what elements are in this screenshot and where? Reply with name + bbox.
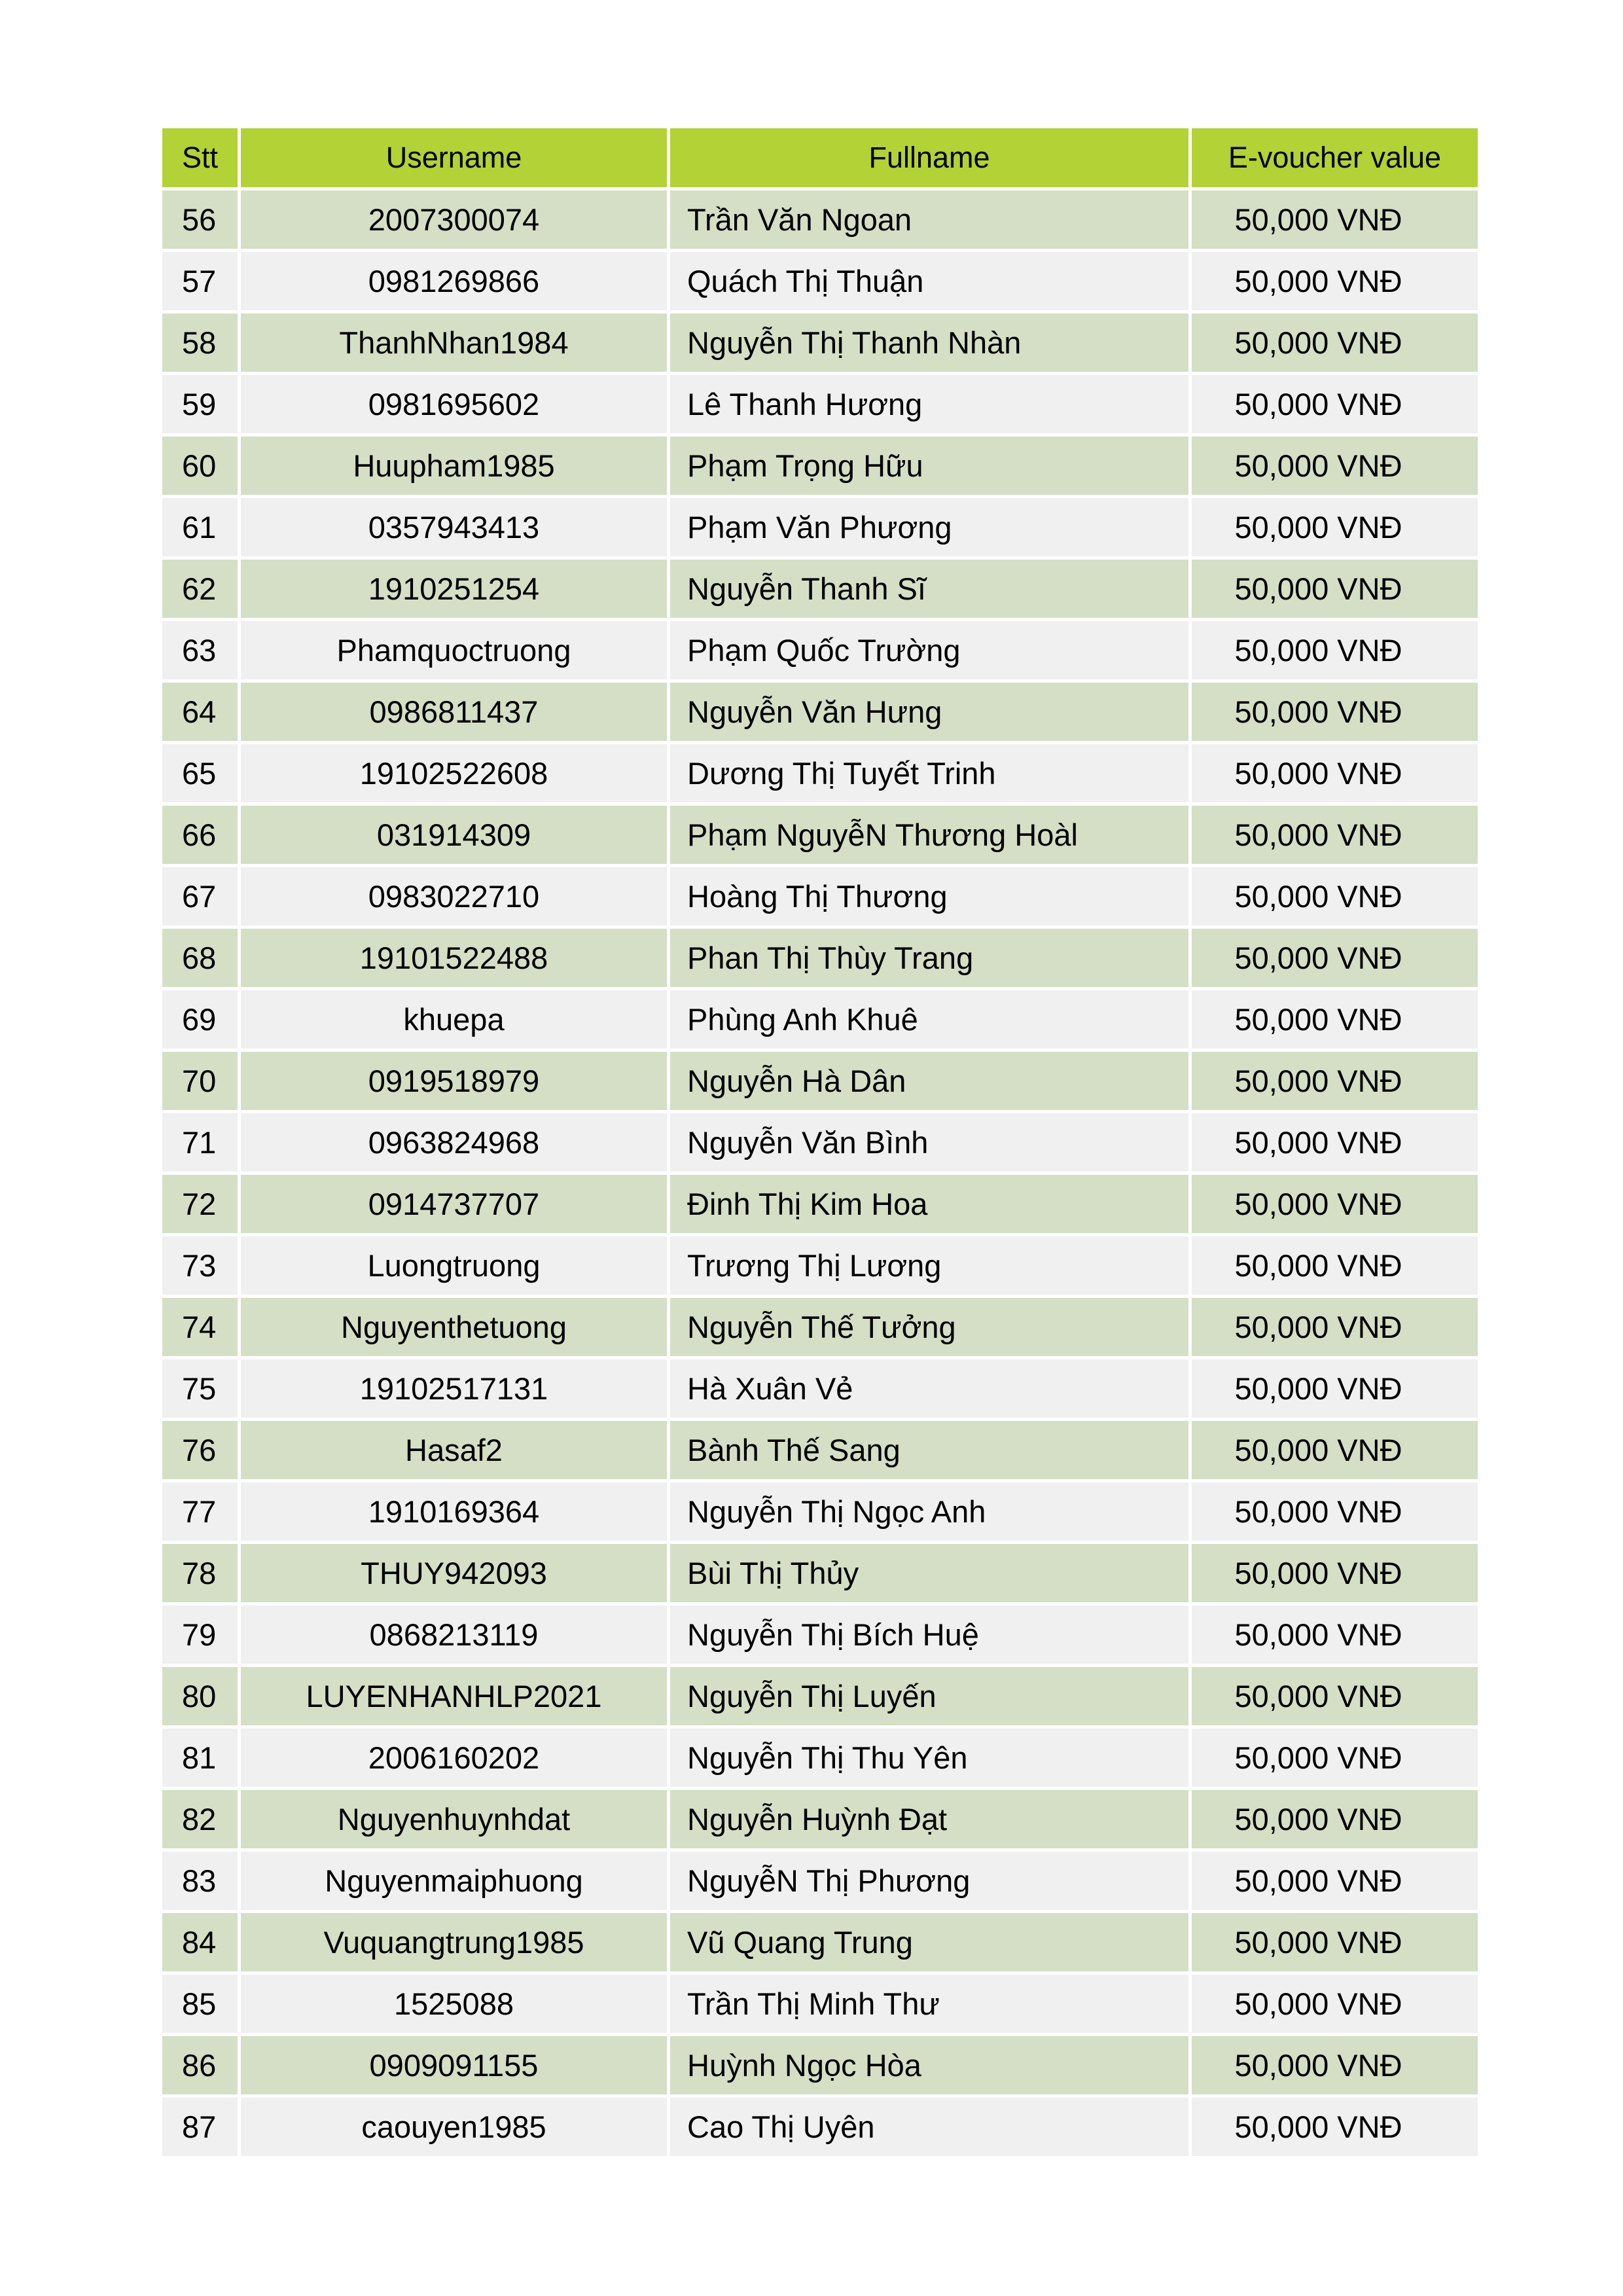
cell-username: Hasaf2 <box>241 1421 667 1479</box>
cell-username: khuepa <box>241 990 667 1049</box>
cell-fullname: Nguyễn Văn Hưng <box>670 683 1188 741</box>
cell-evoucher-value: 50,000 VNĐ <box>1192 1729 1478 1787</box>
cell-fullname: Bành Thế Sang <box>670 1421 1188 1479</box>
cell-username: 2007300074 <box>241 190 667 249</box>
cell-evoucher-value: 50,000 VNĐ <box>1192 190 1478 249</box>
cell-evoucher-value: 50,000 VNĐ <box>1192 1421 1478 1479</box>
cell-username: 0983022710 <box>241 867 667 925</box>
cell-fullname: Nguyễn Thị Thanh Nhàn <box>670 314 1188 372</box>
cell-username: Nguyenmaiphuong <box>241 1852 667 1910</box>
cell-evoucher-value: 50,000 VNĐ <box>1192 437 1478 495</box>
header-fullname: Fullname <box>670 128 1188 187</box>
cell-username: Luongtruong <box>241 1236 667 1295</box>
cell-fullname: Phạm Văn Phương <box>670 498 1188 556</box>
cell-username: Vuquangtrung1985 <box>241 1913 667 1971</box>
cell-username: Nguyenthetuong <box>241 1298 667 1356</box>
cell-username: 1910251254 <box>241 560 667 618</box>
cell-evoucher-value: 50,000 VNĐ <box>1192 806 1478 864</box>
cell-stt: 61 <box>162 498 238 556</box>
cell-stt: 75 <box>162 1359 238 1418</box>
cell-username: THUY942093 <box>241 1544 667 1602</box>
cell-stt: 85 <box>162 1975 238 2033</box>
cell-evoucher-value: 50,000 VNĐ <box>1192 1544 1478 1602</box>
cell-stt: 78 <box>162 1544 238 1602</box>
cell-stt: 67 <box>162 867 238 925</box>
cell-username: 0981269866 <box>241 252 667 310</box>
cell-evoucher-value: 50,000 VNĐ <box>1192 314 1478 372</box>
cell-fullname: Phan Thị Thùy Trang <box>670 929 1188 987</box>
cell-stt: 64 <box>162 683 238 741</box>
cell-fullname: Phạm NguyễN Thương Hoàl <box>670 806 1188 864</box>
cell-stt: 58 <box>162 314 238 372</box>
cell-evoucher-value: 50,000 VNĐ <box>1192 1236 1478 1295</box>
cell-username: 0357943413 <box>241 498 667 556</box>
cell-username: 0909091155 <box>241 2036 667 2094</box>
cell-fullname: Cao Thị Uyên <box>670 2098 1188 2156</box>
cell-fullname: Nguyễn Thế Tưởng <box>670 1298 1188 1356</box>
cell-evoucher-value: 50,000 VNĐ <box>1192 498 1478 556</box>
cell-username: 0919518979 <box>241 1052 667 1110</box>
cell-stt: 68 <box>162 929 238 987</box>
cell-evoucher-value: 50,000 VNĐ <box>1192 1175 1478 1233</box>
cell-stt: 84 <box>162 1913 238 1971</box>
cell-username: 031914309 <box>241 806 667 864</box>
cell-fullname: Dương Thị Tuyết Trinh <box>670 744 1188 802</box>
cell-fullname: Nguyễn Hà Dân <box>670 1052 1188 1110</box>
cell-evoucher-value: 50,000 VNĐ <box>1192 1113 1478 1172</box>
cell-fullname: Hoàng Thị Thương <box>670 867 1188 925</box>
cell-evoucher-value: 50,000 VNĐ <box>1192 1667 1478 1725</box>
cell-evoucher-value: 50,000 VNĐ <box>1192 990 1478 1049</box>
cell-fullname: Trần Thị Minh Thư <box>670 1975 1188 2033</box>
cell-evoucher-value: 50,000 VNĐ <box>1192 2098 1478 2156</box>
cell-username: caouyen1985 <box>241 2098 667 2156</box>
cell-fullname: Phạm Trọng Hữu <box>670 437 1188 495</box>
cell-fullname: Phùng Anh Khuê <box>670 990 1188 1049</box>
cell-username: Huupham1985 <box>241 437 667 495</box>
cell-fullname: Đinh Thị Kim Hoa <box>670 1175 1188 1233</box>
cell-evoucher-value: 50,000 VNĐ <box>1192 621 1478 679</box>
cell-username: 0986811437 <box>241 683 667 741</box>
cell-fullname: Nguyễn Thị Luyến <box>670 1667 1188 1725</box>
cell-evoucher-value: 50,000 VNĐ <box>1192 683 1478 741</box>
cell-evoucher-value: 50,000 VNĐ <box>1192 929 1478 987</box>
cell-username: Nguyenhuynhdat <box>241 1790 667 1848</box>
cell-stt: 80 <box>162 1667 238 1725</box>
cell-stt: 70 <box>162 1052 238 1110</box>
cell-fullname: Bùi Thị Thủy <box>670 1544 1188 1602</box>
cell-fullname: Huỳnh Ngọc Hòa <box>670 2036 1188 2094</box>
cell-stt: 65 <box>162 744 238 802</box>
cell-stt: 86 <box>162 2036 238 2094</box>
cell-fullname: Nguyễn Văn Bình <box>670 1113 1188 1172</box>
cell-stt: 56 <box>162 190 238 249</box>
cell-stt: 57 <box>162 252 238 310</box>
cell-fullname: Quách Thị Thuận <box>670 252 1188 310</box>
cell-evoucher-value: 50,000 VNĐ <box>1192 867 1478 925</box>
cell-evoucher-value: 50,000 VNĐ <box>1192 1605 1478 1664</box>
cell-evoucher-value: 50,000 VNĐ <box>1192 1359 1478 1418</box>
cell-stt: 77 <box>162 1482 238 1541</box>
cell-evoucher-value: 50,000 VNĐ <box>1192 1913 1478 1971</box>
cell-fullname: Nguyễn Thị Thu Yên <box>670 1729 1188 1787</box>
cell-evoucher-value: 50,000 VNĐ <box>1192 1482 1478 1541</box>
header-evoucher-value: E-voucher value <box>1192 128 1478 187</box>
cell-evoucher-value: 50,000 VNĐ <box>1192 2036 1478 2094</box>
cell-stt: 63 <box>162 621 238 679</box>
cell-stt: 87 <box>162 2098 238 2156</box>
cell-stt: 71 <box>162 1113 238 1172</box>
cell-fullname: Lê Thanh Hương <box>670 375 1188 433</box>
cell-evoucher-value: 50,000 VNĐ <box>1192 744 1478 802</box>
cell-stt: 74 <box>162 1298 238 1356</box>
cell-fullname: Trương Thị Lương <box>670 1236 1188 1295</box>
cell-username: Phamquoctruong <box>241 621 667 679</box>
cell-stt: 72 <box>162 1175 238 1233</box>
cell-stt: 79 <box>162 1605 238 1664</box>
cell-username: 0868213119 <box>241 1605 667 1664</box>
cell-stt: 66 <box>162 806 238 864</box>
cell-fullname: Nguyễn Thị Bích Huệ <box>670 1605 1188 1664</box>
cell-fullname: Nguyễn Huỳnh Đạt <box>670 1790 1188 1848</box>
cell-stt: 60 <box>162 437 238 495</box>
cell-username: ThanhNhan1984 <box>241 314 667 372</box>
cell-username: 19102522608 <box>241 744 667 802</box>
cell-fullname: Nguyễn Thị Ngọc Anh <box>670 1482 1188 1541</box>
cell-username: LUYENHANHLP2021 <box>241 1667 667 1725</box>
cell-stt: 62 <box>162 560 238 618</box>
cell-username: 1910169364 <box>241 1482 667 1541</box>
cell-evoucher-value: 50,000 VNĐ <box>1192 1975 1478 2033</box>
cell-username: 1525088 <box>241 1975 667 2033</box>
cell-fullname: Phạm Quốc Trường <box>670 621 1188 679</box>
cell-fullname: Hà Xuân Vẻ <box>670 1359 1188 1418</box>
header-stt: Stt <box>162 128 238 187</box>
voucher-table <box>162 128 1478 2156</box>
cell-username: 0914737707 <box>241 1175 667 1233</box>
cell-username: 19102517131 <box>241 1359 667 1418</box>
header-username: Username <box>241 128 667 187</box>
cell-evoucher-value: 50,000 VNĐ <box>1192 1298 1478 1356</box>
cell-username: 0963824968 <box>241 1113 667 1172</box>
cell-evoucher-value: 50,000 VNĐ <box>1192 375 1478 433</box>
cell-fullname: Nguyễn Thanh Sĩ <box>670 560 1188 618</box>
cell-evoucher-value: 50,000 VNĐ <box>1192 560 1478 618</box>
cell-fullname: Vũ Quang Trung <box>670 1913 1188 1971</box>
cell-stt: 73 <box>162 1236 238 1295</box>
cell-stt: 83 <box>162 1852 238 1910</box>
cell-fullname: Trần Văn Ngoan <box>670 190 1188 249</box>
cell-stt: 59 <box>162 375 238 433</box>
cell-evoucher-value: 50,000 VNĐ <box>1192 1790 1478 1848</box>
cell-stt: 81 <box>162 1729 238 1787</box>
cell-evoucher-value: 50,000 VNĐ <box>1192 1052 1478 1110</box>
cell-evoucher-value: 50,000 VNĐ <box>1192 252 1478 310</box>
cell-username: 0981695602 <box>241 375 667 433</box>
cell-username: 19101522488 <box>241 929 667 987</box>
cell-stt: 76 <box>162 1421 238 1479</box>
cell-stt: 82 <box>162 1790 238 1848</box>
cell-evoucher-value: 50,000 VNĐ <box>1192 1852 1478 1910</box>
cell-username: 2006160202 <box>241 1729 667 1787</box>
cell-fullname: NguyễN Thị Phương <box>670 1852 1188 1910</box>
cell-stt: 69 <box>162 990 238 1049</box>
